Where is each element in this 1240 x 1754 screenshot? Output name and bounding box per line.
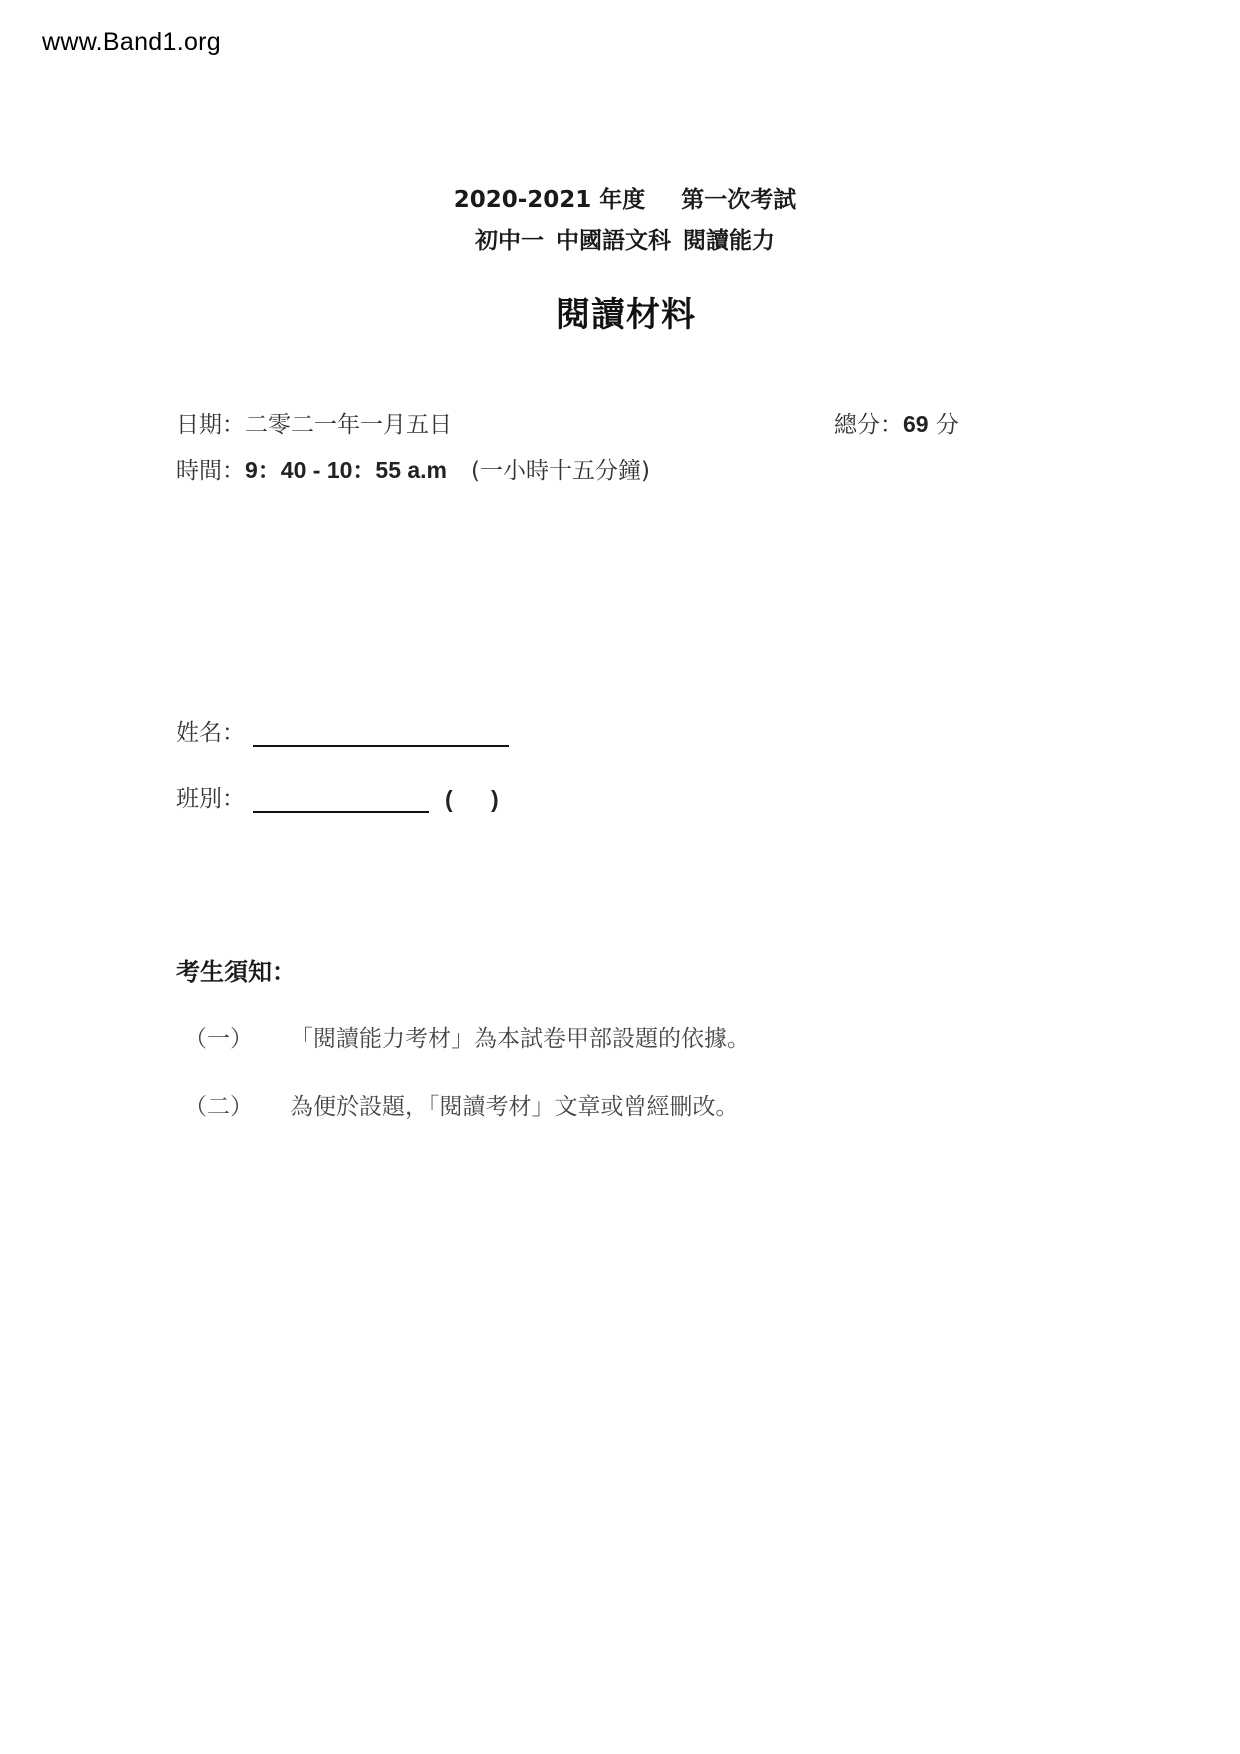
notice-item-text: 為便於設題，「閱讀考材」文章或曾經刪改。 [290, 1094, 739, 1120]
subject-header [0, 222, 1240, 255]
exam-time [176, 452, 650, 485]
notice-item-index: （二） [184, 1094, 253, 1120]
score-value: 69 [903, 411, 929, 437]
name-blank-line[interactable] [253, 725, 509, 747]
subject-name: 中國語文科 [556, 228, 671, 254]
date-label: 日期： [176, 412, 245, 438]
score-label: 總分： [834, 412, 903, 438]
academic-year: 2020-2021 年度 [453, 187, 646, 213]
class-label: 班別： [176, 786, 245, 812]
score-unit: 分 [935, 412, 959, 438]
page-title: 閱讀材料 [556, 295, 696, 335]
notice-heading: 考生須知： [176, 958, 296, 986]
time-value: 9：40 - 10：55 a.m [245, 457, 448, 483]
exam-header [0, 181, 1240, 214]
exam-duration: (一小時十五分鐘) [471, 458, 650, 484]
total-score [834, 406, 959, 439]
date-value: 二零二一年一月五日 [245, 412, 452, 438]
time-label: 時間： [176, 458, 245, 484]
class-field-row [176, 780, 499, 813]
notice-item-index: （一） [184, 1026, 253, 1052]
notice-item-text: 「閱讀能力考材」為本試卷甲部設題的依據。 [290, 1026, 750, 1052]
notice-item [184, 1088, 739, 1121]
name-label: 姓名： [176, 720, 245, 746]
class-number-parentheses: ( ) [445, 786, 499, 812]
grade-level: 初中一 [475, 228, 544, 254]
name-field-row [176, 714, 509, 747]
paper-name: 閱讀能力 [683, 228, 775, 254]
exam-date [176, 406, 452, 439]
class-blank-line[interactable] [253, 791, 429, 813]
exam-name: 第一次考試 [681, 187, 797, 213]
notice-item [184, 1020, 750, 1053]
site-url: www.Band1.org [42, 28, 221, 56]
